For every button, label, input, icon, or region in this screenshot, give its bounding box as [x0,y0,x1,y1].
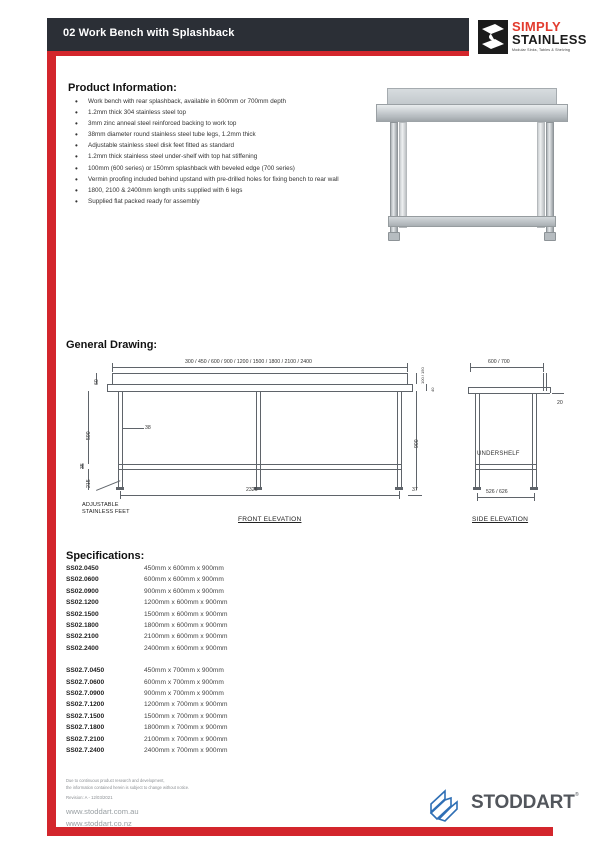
table-row [66,699,326,710]
spec-code: SS02.7.2100 [66,735,105,743]
photo-leg-rear [537,122,545,228]
spec-dimensions: 1800mm x 600mm x 900mm [144,622,228,630]
product-photo [366,84,576,256]
spec-dimensions: 450mm x 700mm x 900mm [144,667,224,675]
list-item [72,119,344,130]
spec-dimensions: 2400mm x 600mm x 900mm [144,644,228,652]
product-information-heading: Product Information: [68,82,177,94]
bullet-icon: • [75,185,78,195]
brand-line-1: SIMPLY [512,19,562,34]
list-item [72,97,344,108]
brand-line-2: STAINLESS [512,32,587,47]
front-shelf-length: 2326 [246,487,258,493]
spec-code: SS02.7.1800 [66,724,105,732]
spec-code: SS02.7.0450 [66,667,105,675]
table-row [66,665,326,676]
series-divider [66,654,326,665]
spec-code: SS02.1500 [66,610,99,618]
adjustable-feet-note-line1: ADJUSTABLE [82,502,119,508]
spec-dimensions: 1800mm x 700mm x 900mm [144,724,228,732]
bullet-icon: • [75,119,78,129]
bullet-icon: • [75,108,78,118]
bullet-icon: • [75,163,78,173]
side-shelf-depth: 526 / 626 [486,489,508,495]
bullet-text: Supplied flat packed ready for assembly [88,197,200,205]
list-item [72,164,344,175]
bullet-text: Work bench with rear splashback, available in 600mm or 700mm depth [88,98,286,105]
header-red-underline [56,51,469,56]
specifications-table [66,563,326,757]
bullet-text: 100mm (600 series) or 150mm splashback with beveled edge (700 series) [88,164,295,172]
side-elevation-caption: SIDE ELEVATION [472,516,529,523]
spec-dimensions: 1500mm x 600mm x 900mm [144,610,228,618]
list-item [72,108,344,119]
spec-dimensions: 600mm x 700mm x 900mm [144,678,224,686]
side-overhang-dimension: 20 [557,400,563,406]
table-row [66,688,326,699]
spec-code: SS02.7.1500 [66,712,105,720]
front-splashback-height: 100 / 150 [420,367,425,384]
spec-code: SS02.2400 [66,644,99,652]
front-foot-inset: 37 [412,487,418,493]
simply-stainless-wordmark [512,20,587,53]
spec-dimensions: 2100mm x 700mm x 900mm [144,735,228,743]
list-item [72,186,344,197]
disclaimer-line-2: the information contained herein is subject to change without notice. [66,784,190,790]
table-row [66,722,326,733]
table-row [66,631,326,642]
list-item [72,130,344,141]
registered-mark: ® [575,792,579,798]
stoddart-wordmark: STODDART [471,792,575,813]
bullet-icon: • [75,174,78,184]
spec-dimensions: 600mm x 600mm x 900mm [144,576,224,584]
front-leg-diameter: 38 [145,425,151,431]
table-row [66,597,326,608]
list-item [72,152,344,163]
list-item [72,141,344,152]
table-row [66,711,326,722]
spec-code: SS02.0900 [66,587,99,595]
table-row [66,586,326,597]
red-accent-left [47,18,56,836]
spec-code: SS02.7.1200 [66,701,105,709]
spec-dimensions: 1500mm x 700mm x 900mm [144,712,228,720]
table-row [66,563,326,574]
url-nz[interactable]: www.stoddart.co.nz [66,818,132,828]
adjustable-feet-note-line2: STAINLESS FEET [82,509,130,515]
photo-foot [388,232,400,241]
bullet-icon: • [75,130,78,140]
photo-undershelf [388,216,556,227]
disclaimer [66,778,189,791]
stoddart-mark-icon [425,788,465,824]
bullet-text: Adjustable stainless steel disk feet fitted as standard [88,142,234,150]
spec-dimensions: 450mm x 600mm x 900mm [144,565,224,572]
front-top-dimension: 300 / 450 / 600 / 900 / 1200 / 1500 / 1800 / 2100 / 2400 [185,359,312,365]
url-au[interactable]: www.stoddart.com.au [66,807,139,816]
bullet-icon: • [75,196,78,206]
bullet-icon: • [75,141,78,151]
table-row [66,609,326,620]
spec-dimensions: 900mm x 600mm x 900mm [144,587,224,595]
page-title: 02 Work Bench with Splashback [63,27,235,39]
spec-code: SS02.0600 [66,576,99,584]
spec-code: SS02.7.2400 [66,747,105,755]
front-splashback-height-left: 60 [94,379,100,385]
undershelf-label: UNDERSHELF [477,451,520,457]
bullet-icon: • [75,152,78,162]
bullet-text: 3mm zinc anneal steel reinforced backing to work top [88,120,237,128]
bullet-text: 1.2mm thick stainless steel under-shelf with top hat stiffening [88,153,258,161]
spec-dimensions: 1200mm x 600mm x 900mm [144,599,228,607]
table-row [66,734,326,745]
spec-dimensions: 1200mm x 700mm x 900mm [144,701,228,709]
general-drawing-heading: General Drawing: [66,339,158,351]
bullet-text: 1.2mm thick 304 stainless steel top [88,109,186,117]
side-depth-dimension: 600 / 700 [488,359,510,365]
front-leg-lower-dimension: 215 [86,479,92,488]
front-leg-upper-dimension: 590 [86,431,92,440]
spec-code: SS02.7.0600 [66,678,105,686]
table-row [66,677,326,688]
spec-code: SS02.2100 [66,633,99,641]
spec-code: SS02.7.0900 [66,690,105,698]
front-overall-height: 900 [414,439,420,448]
table-row [66,643,326,654]
product-information-list [72,97,344,208]
simply-stainless-logo [478,20,590,56]
front-elevation-caption: FRONT ELEVATION [238,516,302,523]
table-row [66,620,326,631]
spec-dimensions: 2400mm x 700mm x 900mm [144,747,228,755]
spec-code: SS02.1200 [66,599,99,607]
photo-foot [544,232,556,241]
spec-dimensions: 2100mm x 600mm x 900mm [144,633,228,641]
stoddart-logo [425,788,585,824]
bullet-text: 1800, 2100 & 2400mm length units supplied with 6 legs [88,186,243,194]
general-drawing [60,352,580,530]
brand-tagline: Modular Sinks, Tables & Shelving [512,48,571,52]
spec-code: SS02.1800 [66,622,99,630]
list-item [72,175,344,186]
front-top-thickness: 40 [430,387,435,392]
bullet-text: 38mm diameter round stainless steel tube legs, 1.2mm thick [88,131,256,139]
footer-urls [66,806,139,829]
spec-code: SS02.0450 [66,565,99,572]
list-item [72,197,344,208]
bullet-icon: • [75,97,78,106]
simply-stainless-mark-icon [478,20,508,54]
spec-dimensions: 900mm x 700mm x 900mm [144,690,224,698]
table-row [66,745,326,756]
specifications-heading: Specifications: [66,550,145,562]
bullet-text: Vermin proofing included behind upstand with pre-drilled holes for fixing bench to rear wall [88,175,339,183]
revision-text: Revision: A - 12/03/2021 [66,795,113,800]
table-row [66,574,326,585]
photo-leg-rear [399,122,407,228]
disclaimer-line-1: Due to continuous product research and development, [66,778,165,783]
front-shelf-thickness: 35 [80,463,86,469]
